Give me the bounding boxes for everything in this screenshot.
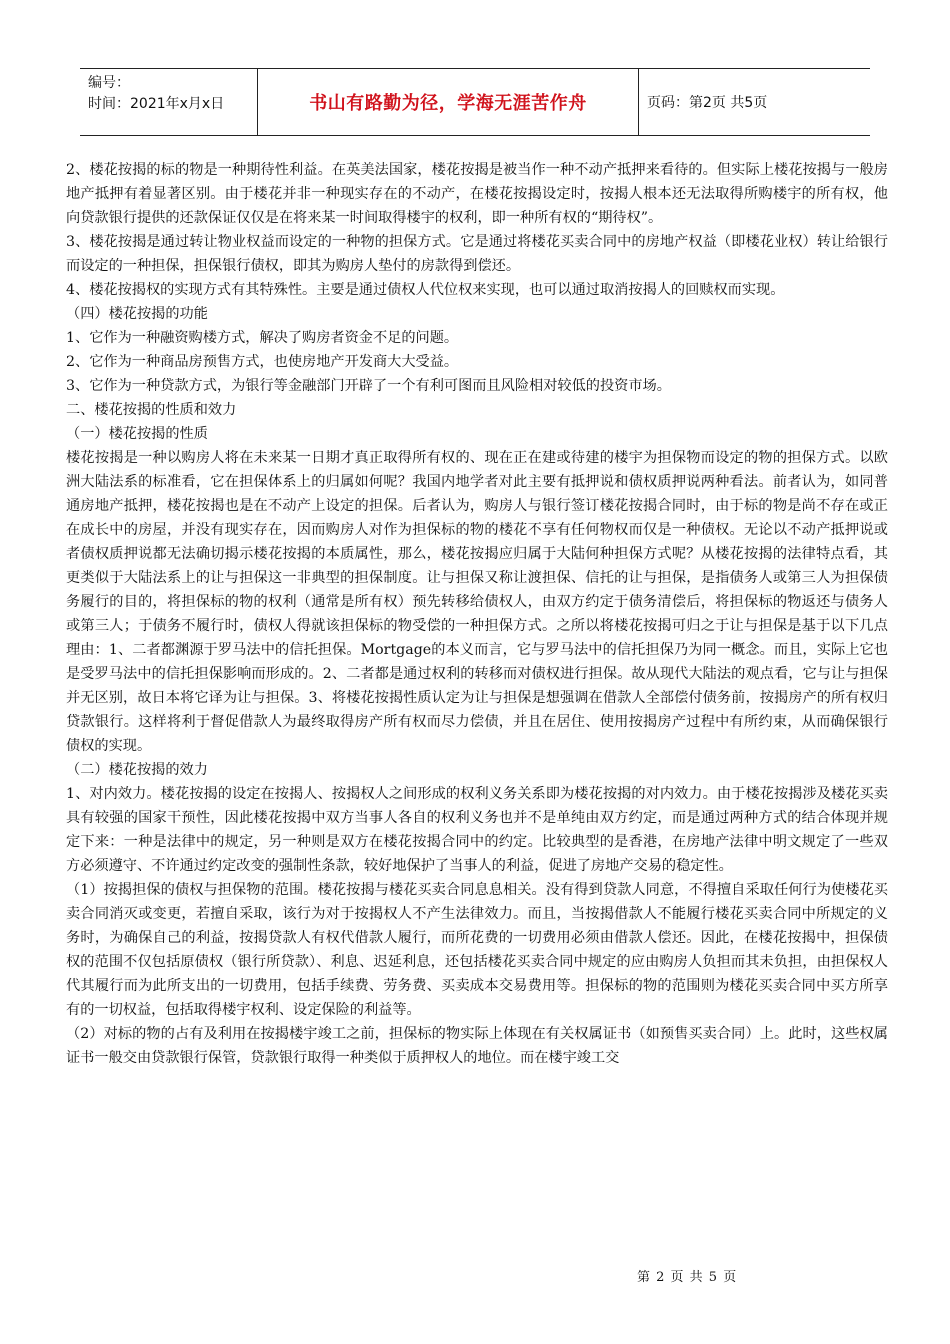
section-heading: （一）楼花按揭的性质 [66, 426, 208, 442]
section-heading: 二、楼花按揭的性质和效力 [66, 402, 237, 418]
paragraph: 4、楼花按揭权的实现方式有其特殊性。主要是通过债权人代位权来实现，也可以通过取消按揭人的回赎权而实现。 [66, 282, 785, 298]
header-motto: 书山有路勤为径，学海无涯苦作舟 [258, 69, 639, 135]
paragraph: 3、楼花按揭是通过转让物业权益而设定的一种物的担保方式。它是通过将楼花买卖合同中的房地产权益（即楼花业权）转让给银行而设定的一种担保，担保银行债权，即其为购房人垫付的房款得到偿还。 [66, 234, 888, 274]
header-page-label: 页码：第2页 共5页 [647, 95, 768, 111]
paragraph: 1、它作为一种融资购楼方式，解决了购房者资金不足的问题。 [66, 330, 459, 346]
paragraph: 2、它作为一种商品房预售方式，也使房地产开发商大大受益。 [66, 354, 459, 370]
header-meta [80, 69, 258, 135]
page-footer: 第 2 页 共 5 页 [637, 1270, 738, 1285]
paragraph: 1、对内效力。楼花按揭的设定在按揭人、按揭权人之间形成的权利义务关系即为楼花按揭的对内效力。由于楼花按揭涉及楼花买卖具有较强的国家干预性，因此楼花按揭中双方当事人各自的权利义务也并不是单纯由双方约定，而是通过两种方式的结合体现并规定下来：一种是法律中的规定，另一种则是双方在楼花按揭合同中的约定。比较典型的是香港，在房地产法律中明文规定了一些双方必须遵守、不许通过约定改变的强制性条款，较好地保护了当事人的利益，促进了房地产交易的稳定性。 [66, 786, 888, 874]
paragraph: 3、它作为一种贷款方式，为银行等金融部门开辟了一个有利可图而且风险相对较低的投资市场。 [66, 378, 671, 394]
section-heading: （四）楼花按揭的功能 [66, 306, 208, 322]
page-header [80, 68, 870, 136]
paragraph: （1）按揭担保的债权与担保物的范围。楼花按揭与楼花买卖合同息息相关。没有得到贷款人同意，不得擅自采取任何行为使楼花买卖合同消灭或变更，若擅自采取，该行为对于按揭权人不产生法律效力。而且，当按揭借款人不能履行楼花买卖合同中所规定的义务时，为确保自己的利益，按揭贷款人有权代借款人履行，而所花费的一切费用必须由借款人偿还。因此，在楼花按揭中，担保债权的范围不仅包括原债权（银行所贷款）、利息、迟延利息，还包括楼花买卖合同中规定的应由购房人负担而其未负担，由担保权人代其履行而为此所支出的一切费用，包括手续费、劳务费、买卖成本交易费用等。担保标的物的范围则为楼花买卖合同中买方所享有的一切权益，包括取得楼宇权利、设定保险的利益等。 [66, 882, 888, 1018]
paragraph: 楼花按揭是一种以购房人将在未来某一日期才真正取得所有权的、现在正在建或待建的楼宇为担保物而设定的物的担保方式。以欧洲大陆法系的标准看，它在担保体系上的归属如何呢？我国内地学者对此主要有抵押说和债权质押说两种看法。前者认为，如同普通房地产抵押，楼花按揭也是在不动产上设定的担保。后者认为，购房人与银行签订楼花按揭合同时，由于标的物是尚不存在或正在成长中的房屋，并没有现实存在，因而购房人对作为担保标的物的楼花不享有任何物权而仅是一种债权。无论以不动产抵押说或者债权质押说都无法确切揭示楼花按揭的本质属性，那么，楼花按揭应归属于大陆何种担保方式呢？从楼花按揭的法律特点看，其更类似于大陆法系上的让与担保这一非典型的担保制度。让与担保又称让渡担保、信托的让与担保，是指债务人或第三人为担保债务履行的目的，将担保标的物的权利（通常是所有权）预先转移给债权人，由双方约定于债务清偿后，将担保标的物返还与债务人或第三人；于债务不履行时，债权人得就该担保标的物受偿的一种担保方式。之所以将楼花按揭可归之于让与担保是基于以下几点理由：1、二者都渊源于罗马法中的信托担保。Mortgage的本义而言，它与罗马法中的信托担保乃为同一概念。而且，实际上它也是受罗马法中的信托担保影响而形成的。2、二者都是通过权利的转移而对债权进行担保。故从现代大陆法的观点看，它与让与担保并无区别，故日本将它译为让与担保。3、将楼花按揭性质认定为让与担保是想强调在借款人全部偿付债务前，按揭房产的所有权归贷款银行。这样将利于督促借款人为最终取得房产所有权而尽力偿债，并且在居住、使用按揭房产过程中有所约束，从而确保银行债权的实现。 [66, 450, 888, 754]
paragraph: 2、楼花按揭的标的物是一种期待性利益。在英美法国家，楼花按揭是被当作一种不动产抵押来看待的。但实际上楼花按揭与一般房地产抵押有着显著区别。由于楼花并非一种现实存在的不动产，在楼花按揭设定时，按揭人根本还无法取得所购楼宇的所有权，他向贷款银行提供的还款保证仅仅是在将来某一时间取得楼宇的权利，即一种所有权的“期待权”。 [66, 162, 888, 226]
doc-time-label: 时间：2021年x月x日 [88, 96, 225, 112]
paragraph: （2）对标的物的占有及利用在按揭楼宇竣工之前，担保标的物实际上体现在有关权属证书（如预售买卖合同）上。此时，这些权属证书一般交由贷款银行保管，贷款银行取得一种类似于质押权人的地位。而在楼宇竣工交 [66, 1026, 888, 1066]
section-heading: （二）楼花按揭的效力 [66, 762, 208, 778]
document-body [66, 158, 888, 1070]
doc-number-label: 编号： [88, 75, 130, 91]
